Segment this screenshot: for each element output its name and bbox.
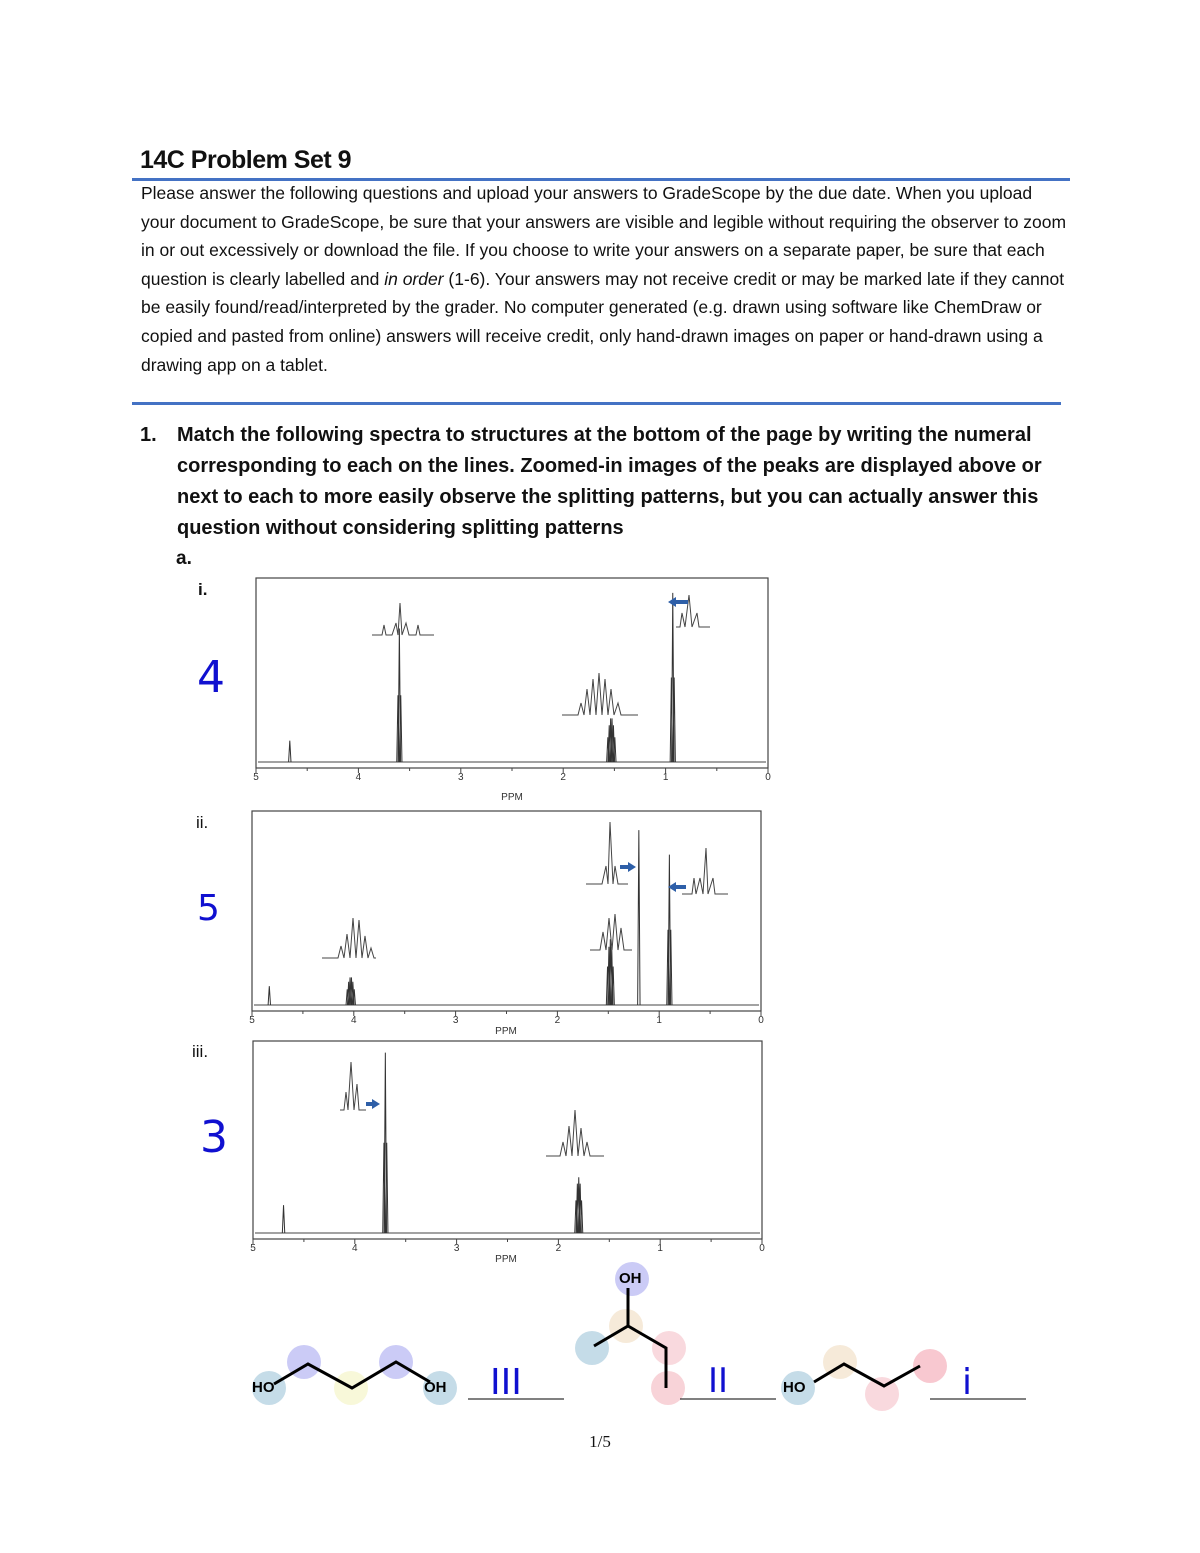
page-number: 1/5 [589,1432,611,1451]
plot-frame [253,1041,762,1239]
instructions-part-1: Please answer the following questions and upload your answers to GradeScope by the due date. When you upload your document to GradeScope, be sure that your answers are visible and legible without requiring the observer to zoom in or out excessively or download the file. If you choose to write your answers on a separate paper, be sure that each question is clearly labelled and [141,183,1067,289]
question-1 [140,420,1060,550]
nmr-spectrum-i [250,575,780,810]
tick-label: 1 [656,1015,662,1026]
handwritten-answer-i: 4 [197,652,225,703]
atom-oh: OH [424,1379,447,1396]
atom-oh: OH [619,1270,642,1287]
tick-label: 4 [355,772,362,783]
axis-ticks [249,1011,764,1026]
tick-label: 5 [249,1015,255,1026]
tick-label: 5 [253,772,259,783]
part-label: a. [176,548,192,569]
tick-label: 2 [560,772,566,783]
tick-label: 4 [351,1015,357,1026]
plot-frame [256,578,768,768]
instructions-part-2: (1-6). Your answers may not receive credit or may be marked late if they cannot be easily found/read/interpreted by the grader. No computer generated (e.g. drawn using software like ChemDraw or copied and pasted from online) answers will receive credit, only hand-drawn images on paper or hand-drawn using a drawing app on a tablet. [141,268,1065,375]
axis-ticks [250,1239,765,1254]
highlight-circle [651,1371,685,1405]
highlight-circle [652,1331,686,1365]
tick-label: 0 [765,772,771,783]
spectrum-label-i: i. [198,580,208,599]
highlight-circle [575,1331,609,1365]
handwritten-structure-answer-1: III [490,1362,522,1403]
tick-label: 3 [458,772,464,783]
handwritten-structure-answer-2: II [708,1361,729,1401]
handwritten-answer-ii: 5 [197,888,220,929]
nmr-spectrum-ii [246,808,776,1043]
tick-label: 1 [662,772,669,783]
tick-label: 3 [453,1243,460,1254]
plot-frame [252,811,761,1011]
axis-ticks [253,768,771,783]
handwritten-answer-iii: 3 [200,1112,228,1163]
spectrum-label-ii: ii. [196,813,209,832]
atom-ho: HO [252,1379,275,1396]
handwritten-structure-answer-3: i [962,1362,973,1403]
tick-label: 1 [657,1243,663,1254]
tick-label: 2 [555,1243,562,1254]
instructions-emphasis: in order [384,268,444,289]
question-text: Match the following spectra to structures at the bottom of the page by writing the numeral corresponding to each on the lines. Zoomed-in images of the peaks are displayed above or next to each to more easily observe the splitting patterns, but you can actually answer this question without considering splitting patterns [177,424,1042,539]
tick-label: 4 [352,1243,358,1254]
x-axis-label: PPM [495,1254,517,1265]
spectrum-label-iii: iii. [192,1042,209,1061]
tick-label: 0 [758,1015,764,1026]
page-title: 14C Problem Set 9 [140,146,352,174]
instructions-rule [132,402,1061,405]
tick-label: 2 [554,1015,561,1026]
tick-label: 3 [452,1015,459,1026]
nmr-spectrum-iii [246,1038,776,1273]
instructions [141,179,1071,379]
structures [240,1262,1040,1422]
atom-ho: HO [783,1379,806,1396]
question-number: 1. [140,424,157,446]
x-axis-label: PPM [495,1026,517,1037]
x-axis-label: PPM [501,792,523,803]
tick-label: 0 [759,1243,765,1254]
tick-label: 5 [250,1243,256,1254]
